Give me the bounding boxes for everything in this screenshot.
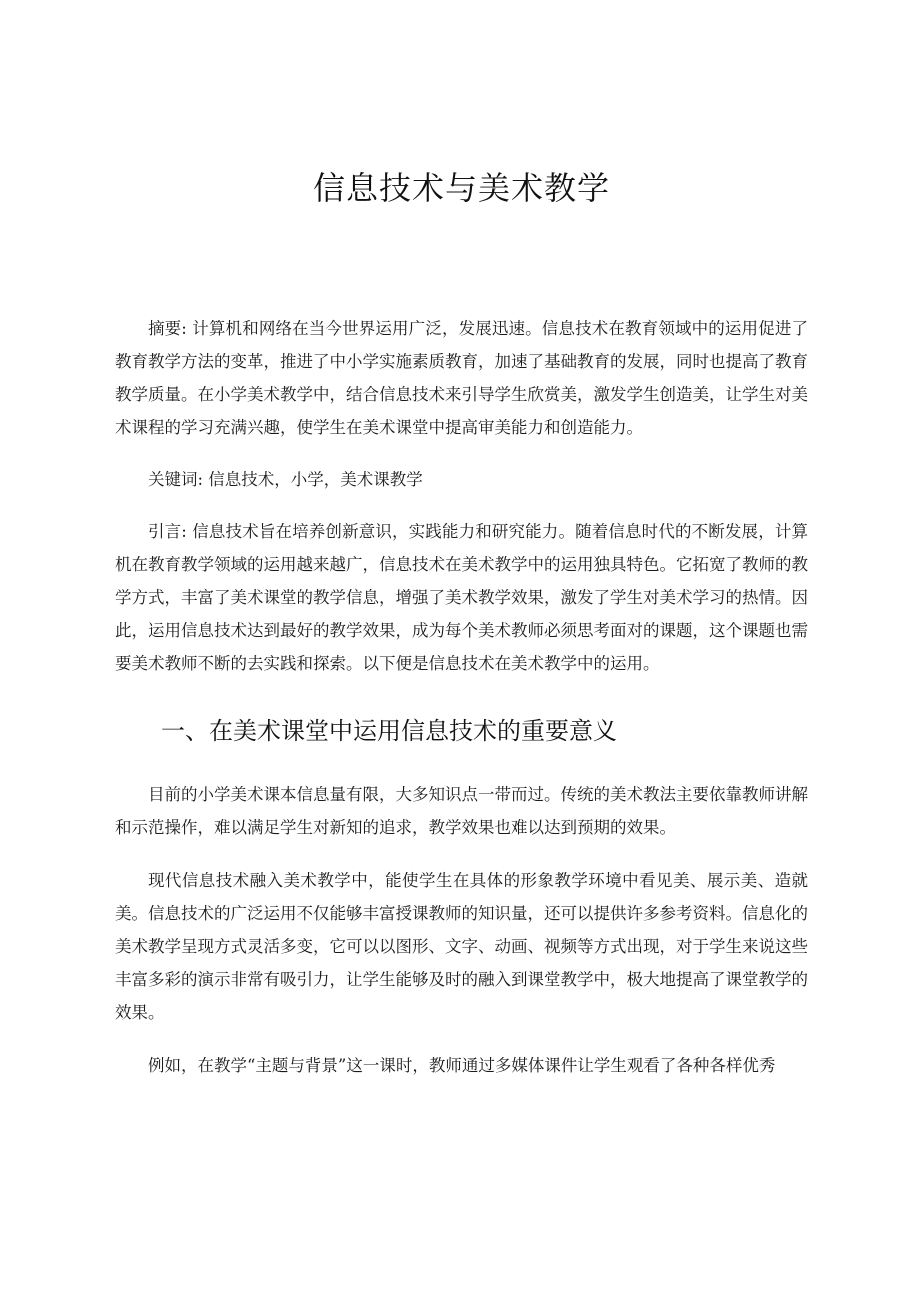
section-1-paragraph-3: 例如，在教学“主题与背景”这一课时，教师通过多媒体课件让学生观看了各种各样优秀 [148, 1056, 776, 1075]
introduction-paragraph [115, 515, 808, 680]
section-1-paragraph-1: 目前的小学美术课本信息量有限，大多知识点一带而过。传统的美术教法主要依靠教师讲解和示范操作，难以满足学生对新知的追求，教学效果也难以达到预期的效果。 [115, 785, 808, 837]
keywords-text: 信息技术，小学，美术课教学 [203, 470, 423, 489]
introduction-label: 引言: [148, 522, 187, 541]
section-1-paragraph-2: 现代信息技术融入美术教学中，能使学生在具体的形象教学环境中看见美、展示美、造就美。信息技术的广泛运用不仅能够丰富授课教师的知识量，还可以提供许多参考资料。信息化的美术教学呈现方式灵活多变，它可以以图形、文字、动画、视频等方式出现，对于学生来说这些丰富多彩的演示非常有吸引力，让学生能够及时的融入到课堂教学中，极大地提高了课堂教学的效果。 [115, 871, 808, 1022]
document-title: 信息技术与美术教学 [312, 169, 610, 207]
abstract-paragraph [115, 312, 808, 444]
abstract-label: 摘要: [148, 319, 187, 338]
introduction-text: 信息技术旨在培养创新意识，实践能力和研究能力。随着信息时代的不断发展，计算机在教育教学领域的运用越来越广，信息技术在美术教学中的运用独具特色。它拓宽了教师的教学方式，丰富了美术课堂的教学信息，增强了美术教学效果，激发了学生对美术学习的热情。因此，运用信息技术达到最好的教学效果，成为每个美术教师必须思考面对的课题，这个课题也需要美术教师不断的去实践和探索。以下便是信息技术在美术教学中的运用。 [115, 522, 809, 673]
abstract-text: 计算机和网络在当今世界运用广泛，发展迅速。信息技术在教育领域中的运用促进了教育教学方法的变革，推进了中小学实施素质教育，加速了基础教育的发展，同时也提高了教育教学质量。在小学美术教学中，结合信息技术来引导学生欣赏美，激发学生创造美，让学生对美术课程的学习充满兴趣，使学生在美术课堂中提高审美能力和创造能力。 [115, 319, 809, 437]
section-1-heading: 一、在美术课堂中运用信息技术的重要意义 [161, 717, 617, 745]
keywords-label: 关键词: [148, 470, 204, 489]
keywords-paragraph [115, 463, 808, 496]
